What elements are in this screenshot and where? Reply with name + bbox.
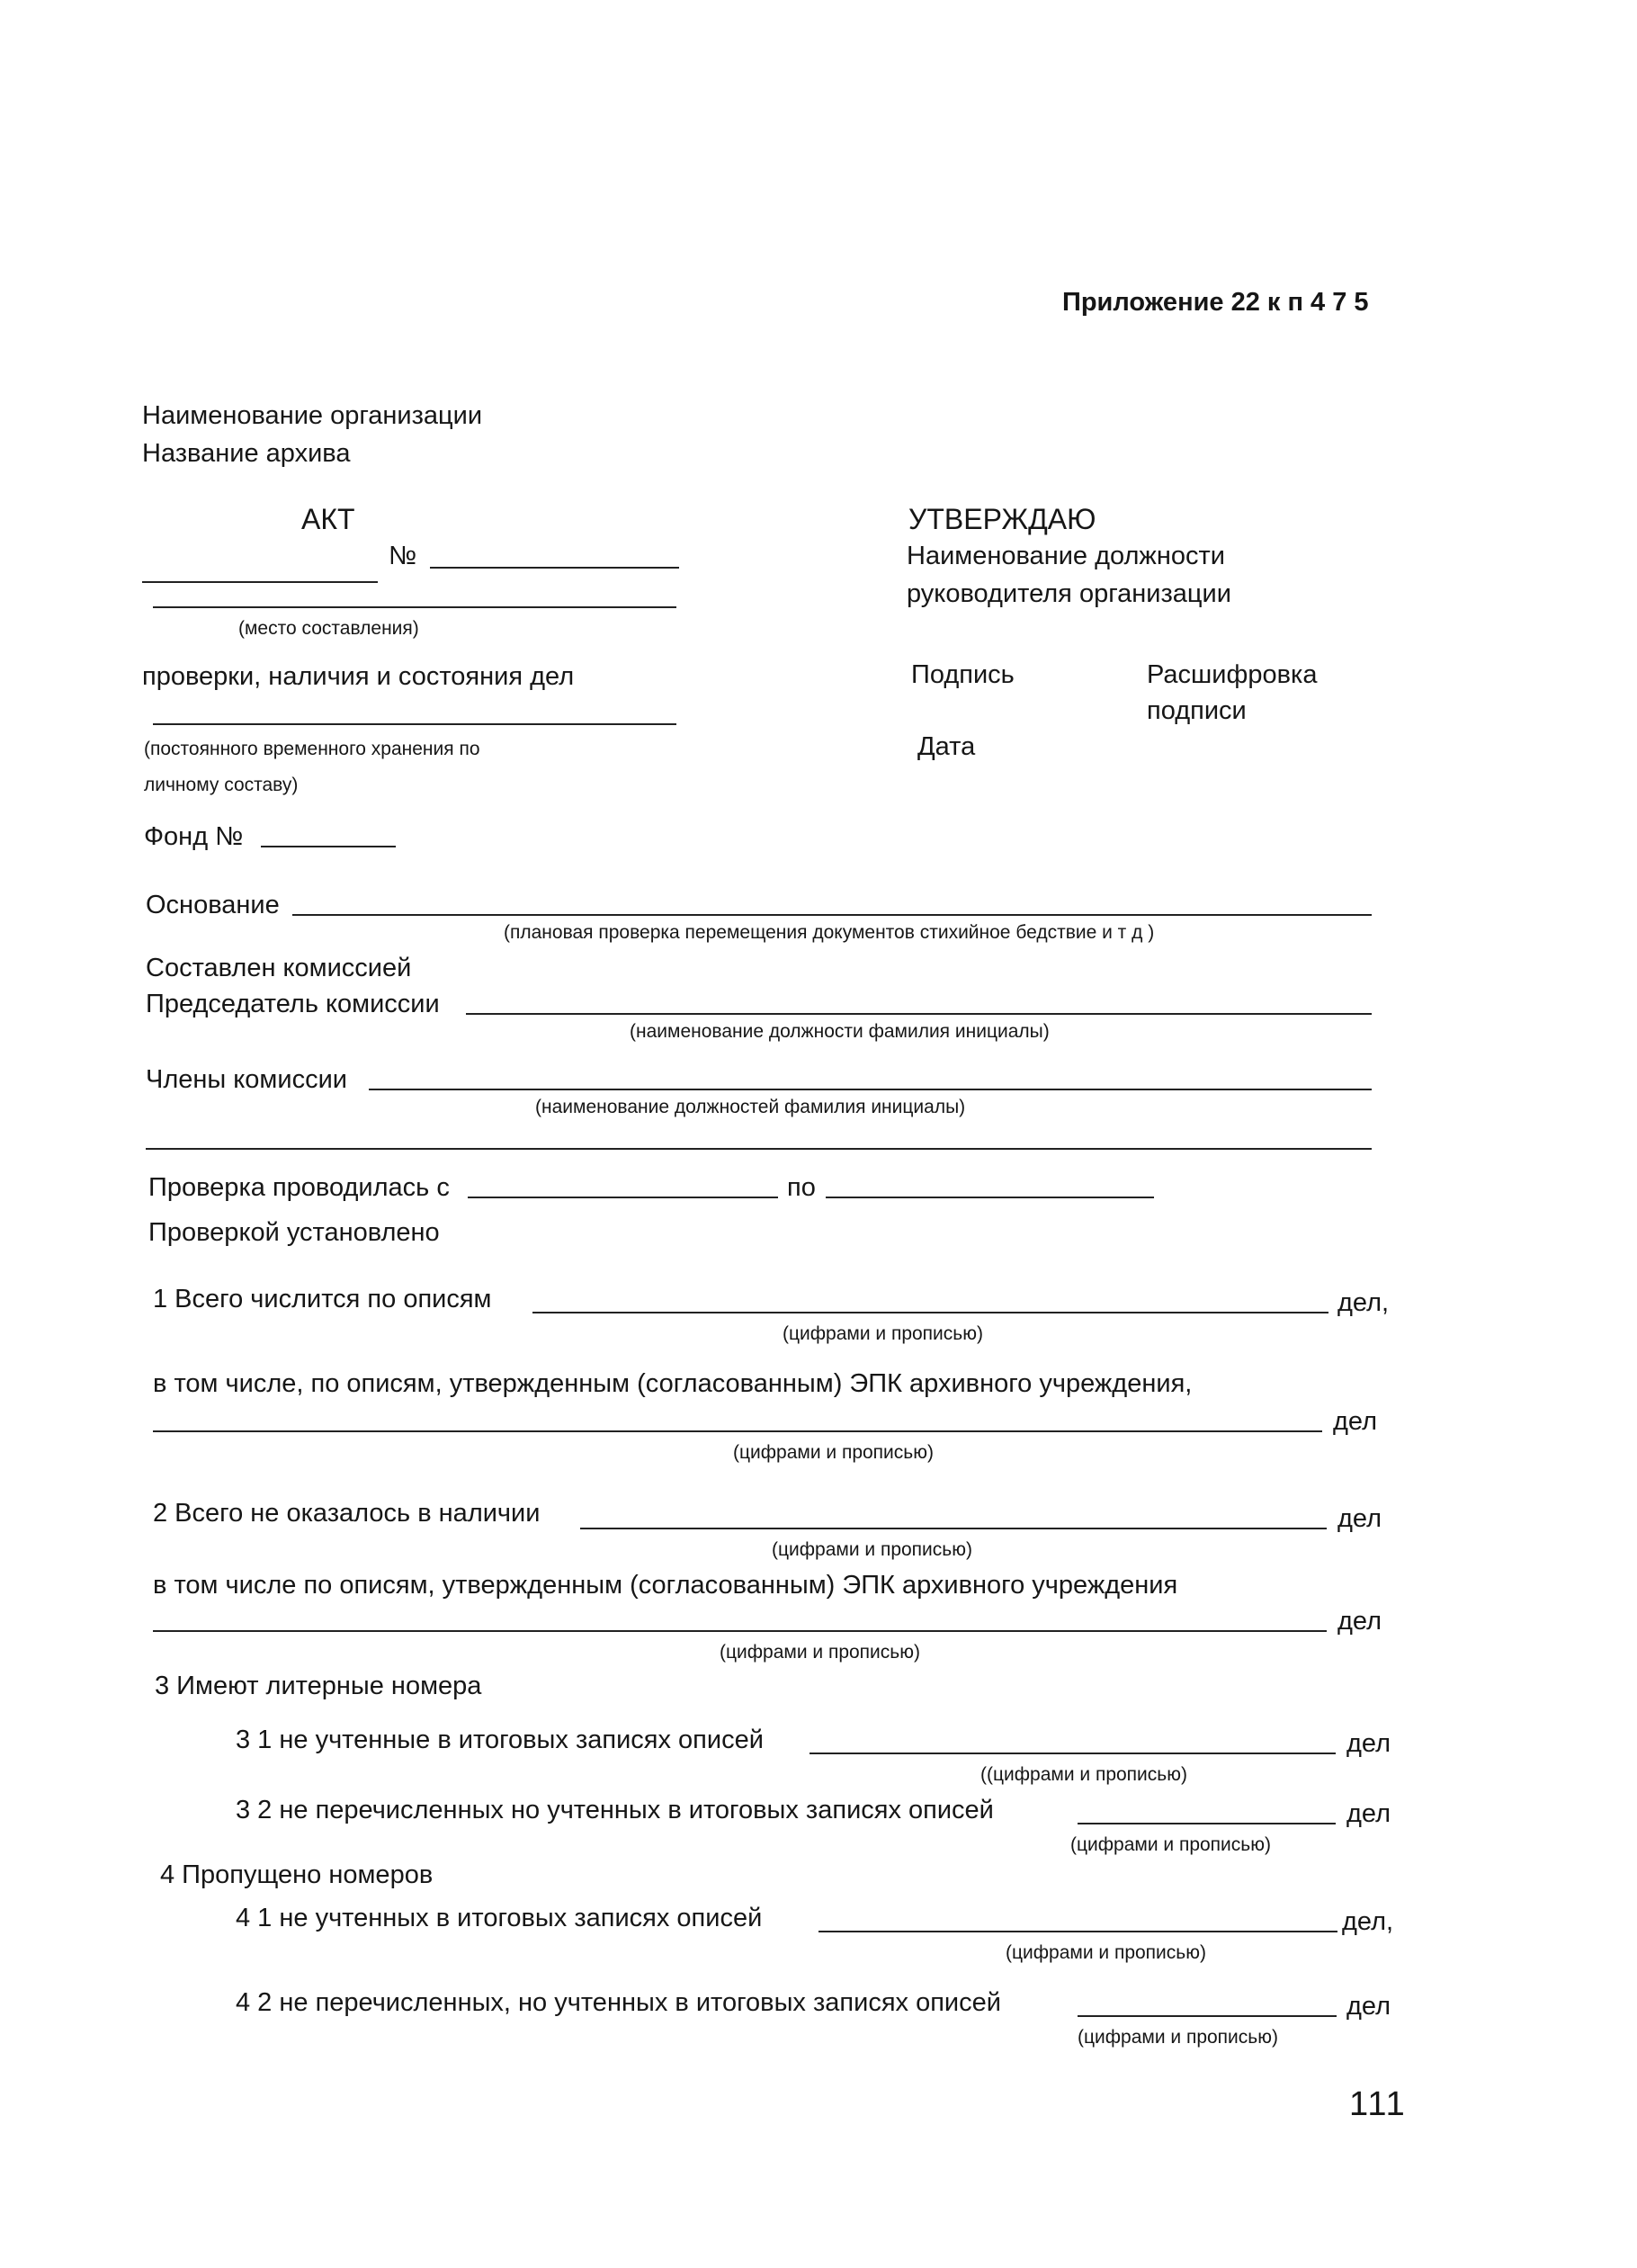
- established-text: Проверкой установлено: [148, 1218, 440, 1247]
- item-4-1-caption: (цифрами и прописью): [1006, 1942, 1206, 1963]
- approve-position: Наименование должности: [907, 542, 1225, 570]
- item-3-2-caption: (цифрами и прописью): [1070, 1834, 1271, 1855]
- item-2-sub-unit: дел: [1337, 1607, 1382, 1636]
- chairman-label: Председатель комиссии: [146, 990, 440, 1018]
- item-4-1-label: 4 1 не учтенных в итоговых записях описей: [236, 1904, 763, 1932]
- item-4-2-label: 4 2 не перечисленных, но учтенных в итоговых записях описей: [236, 1988, 1001, 2017]
- item-4-1-unit: дел,: [1342, 1907, 1394, 1936]
- date-line: [142, 581, 378, 583]
- item-1-sub-label: в том числе, по описям, утвержденным (согласованным) ЭПК архивного учреждения,: [153, 1369, 1193, 1398]
- chairman-line: [466, 1013, 1372, 1015]
- item-1-unit: дел,: [1337, 1288, 1390, 1317]
- item-1-sub-caption: (цифрами и прописью): [733, 1442, 934, 1463]
- members-caption: (наименование должностей фамилия инициалы): [535, 1097, 966, 1117]
- item-4-1-line: [818, 1931, 1337, 1932]
- appendix-note: Приложение 22 к п 4 7 5: [1062, 288, 1369, 317]
- item-3-1-caption: ((цифрами и прописью): [980, 1764, 1187, 1785]
- item-2-label: 2 Всего не оказалось в наличии: [153, 1499, 541, 1528]
- item-2-caption: (цифрами и прописью): [772, 1539, 972, 1560]
- decoding-label-2: подписи: [1147, 696, 1247, 725]
- item-2-sub-label: в том числе по описям, утвержденным (согласованным) ЭПК архивного учреждения: [153, 1571, 1178, 1600]
- chairman-caption: (наименование должности фамилия инициалы): [630, 1021, 1050, 1042]
- place-line: [153, 606, 676, 608]
- item-1-sub-line: [153, 1430, 1322, 1432]
- check-to-line: [826, 1197, 1154, 1198]
- item-4-2-line: [1078, 2015, 1337, 2017]
- decoding-label: Расшифровка: [1147, 660, 1318, 689]
- fond-label: Фонд №: [144, 822, 244, 851]
- item-1-label: 1 Всего числится по описям: [153, 1285, 492, 1313]
- item-2-line: [580, 1528, 1327, 1529]
- number-line: [430, 567, 679, 569]
- item-3-2-unit: дел: [1346, 1799, 1391, 1828]
- check-text: проверки, наличия и состояния дел: [142, 662, 575, 691]
- approve-title: УТВЕРЖДАЮ: [908, 503, 1096, 535]
- number-sign: №: [389, 542, 417, 570]
- item-3-2-label: 3 2 не перечисленных но учтенных в итоговых записях описей: [236, 1796, 994, 1824]
- storage-caption-2: личному составу): [144, 775, 299, 795]
- item-3-1-line: [810, 1753, 1336, 1754]
- basis-caption: (плановая проверка перемещения документов стихийное бедствие и т д ): [504, 922, 1155, 943]
- item-2-sub-line: [153, 1630, 1327, 1632]
- item-3-1-unit: дел: [1346, 1729, 1391, 1758]
- item-3-2-line: [1078, 1823, 1336, 1824]
- page-number: 111: [1349, 2085, 1407, 2123]
- members-label: Члены комиссии: [146, 1065, 347, 1094]
- place-caption: (место составления): [238, 618, 419, 639]
- item-3-1-label: 3 1 не учтенные в итоговых записях описей: [236, 1726, 764, 1754]
- item-4-2-unit: дел: [1346, 1992, 1391, 2021]
- members-line: [369, 1089, 1372, 1090]
- check-from-line: [468, 1197, 778, 1198]
- members-line-2: [146, 1148, 1372, 1150]
- act-title: АКТ: [301, 503, 355, 535]
- storage-caption: (постоянного временного хранения по: [144, 739, 480, 759]
- archive-name: Название архива: [142, 439, 351, 468]
- fond-line: [261, 846, 396, 847]
- check-to-label: по: [787, 1173, 816, 1202]
- basis-label: Основание: [146, 891, 280, 919]
- item-3-label: 3 Имеют литерные номера: [155, 1672, 482, 1700]
- organization-name: Наименование организации: [142, 401, 483, 430]
- signature-label: Подпись: [911, 660, 1015, 689]
- item-1-line: [532, 1312, 1328, 1313]
- item-1-caption: (цифрами и прописью): [783, 1323, 983, 1344]
- item-4-label: 4 Пропущено номеров: [160, 1860, 434, 1889]
- item-4-2-caption: (цифрами и прописью): [1078, 2027, 1278, 2048]
- commission-text: Составлен комиссией: [146, 954, 412, 982]
- storage-line: [153, 723, 676, 725]
- item-1-sub-unit: дел: [1333, 1407, 1378, 1436]
- check-from-label: Проверка проводилась с: [148, 1173, 450, 1202]
- basis-line: [292, 914, 1372, 916]
- item-2-unit: дел: [1337, 1504, 1382, 1533]
- date-label: Дата: [917, 732, 976, 761]
- approve-position-2: руководителя организации: [907, 579, 1231, 608]
- item-2-sub-caption: (цифрами и прописью): [720, 1642, 920, 1663]
